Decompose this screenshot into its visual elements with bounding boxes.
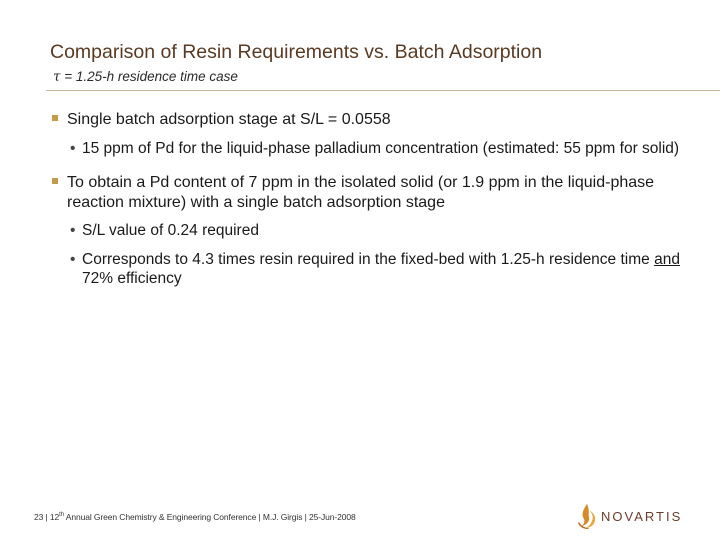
slide-title: Comparison of Resin Requirements vs. Batch Adsorption — [50, 41, 543, 63]
bullet-square-icon — [52, 115, 58, 121]
sub-bullet-1-1-text: 15 ppm of Pd for the liquid-phase palladium concentration (estimated: 55 ppm for solid) — [82, 139, 680, 157]
conference-ordinal: th — [59, 512, 64, 519]
bullet-2 — [52, 173, 702, 212]
sub-bullet-2-2-underlined: and — [654, 250, 680, 268]
conference-number: 12 — [49, 512, 60, 522]
footer-text: Annual Green Chemistry & Engineering Conference | M.J. Girgis | 25-Jun-2008 — [63, 512, 356, 522]
sub-bullet-2-1-text: S/L value of 0.24 required — [82, 222, 259, 239]
bullet-1-text: Single batch adsorption stage at S/L = 0.0558 — [67, 111, 391, 128]
slide-subtitle — [53, 69, 238, 85]
logo-wordmark: NOVARTIS — [601, 509, 683, 524]
bullet-list — [52, 110, 702, 289]
sub-bullet-1-1 — [54, 139, 702, 159]
footer-separator: | — [43, 512, 50, 522]
sub-bullet-2-1 — [54, 221, 702, 241]
footer — [34, 512, 356, 522]
bullet-1 — [52, 110, 702, 130]
bullet-dot-icon: • — [70, 222, 76, 239]
sub-bullet-2-2-text-after: 72% efficiency — [82, 270, 182, 287]
page-number: 23 — [34, 512, 44, 522]
flame-icon — [575, 502, 599, 530]
title-divider — [46, 90, 720, 91]
sub-bullet-2-2-text-before: Corresponds to 4.3 times resin required in the fixed-bed with 1.25-h residence time — [82, 250, 655, 268]
novartis-logo — [573, 500, 703, 530]
sub-bullet-2-2 — [54, 250, 702, 289]
bullet-2-text: To obtain a Pd content of 7 ppm in the isolated solid (or 1.9 ppm in the liquid-phase reaction mixture) with a single batch adsorption stage — [67, 174, 655, 211]
bullet-dot-icon: • — [70, 250, 76, 268]
subtitle-text: = 1.25-h residence time case — [60, 69, 238, 84]
bullet-dot-icon: • — [70, 139, 76, 157]
bullet-square-icon — [52, 178, 58, 184]
tau-symbol: τ — [53, 69, 61, 85]
